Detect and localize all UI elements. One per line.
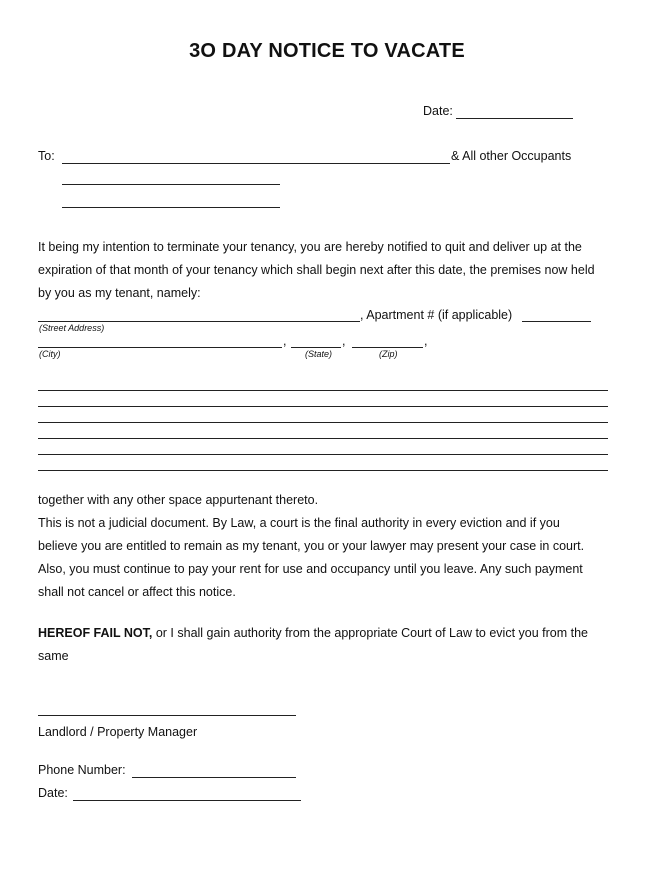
hereof-line: same bbox=[38, 649, 69, 663]
comma: , bbox=[342, 334, 346, 348]
state-field[interactable] bbox=[291, 347, 341, 348]
landlord-label: Landlord / Property Manager bbox=[38, 725, 198, 739]
intro-line: expiration of that month of your tenancy which shall begin next after this date, the premises now held bbox=[38, 263, 595, 277]
apartment-field[interactable] bbox=[522, 321, 591, 322]
city-caption: (City) bbox=[39, 349, 61, 359]
hereof-text: or I shall gain authority from the appropriate Court of Law to evict you from the bbox=[152, 626, 589, 640]
signature-date-label: Date: bbox=[38, 786, 68, 800]
intro-paragraph bbox=[38, 236, 613, 305]
city-field[interactable] bbox=[38, 347, 282, 348]
intro-line: by you as my tenant, namely: bbox=[38, 286, 201, 300]
street-address-caption: (Street Address) bbox=[39, 323, 105, 333]
intro-line: It being my intention to terminate your tenancy, you are hereby notified to quit and deliver up at the bbox=[38, 240, 582, 254]
body-line: shall not cancel or affect this notice. bbox=[38, 585, 236, 599]
body-line: believe you are entitled to remain as my tenant, you or your lawyer may present your case in court. bbox=[38, 539, 585, 553]
document-title: 3O DAY NOTICE TO VACATE bbox=[189, 40, 465, 62]
premises-line[interactable] bbox=[38, 406, 608, 407]
premises-line[interactable] bbox=[38, 470, 608, 471]
phone-label: Phone Number: bbox=[38, 763, 126, 777]
comma: , bbox=[424, 334, 428, 348]
premises-line[interactable] bbox=[38, 438, 608, 439]
street-address-field[interactable] bbox=[38, 321, 360, 322]
to-label: To: bbox=[38, 149, 55, 163]
occupants-label: & All other Occupants bbox=[451, 149, 572, 163]
signature-date-field[interactable] bbox=[73, 800, 301, 801]
hereof-bold: HEREOF FAIL NOT, bbox=[38, 626, 153, 640]
tenant-name-field-3[interactable] bbox=[62, 207, 280, 208]
tenant-name-field[interactable] bbox=[62, 163, 450, 164]
comma: , bbox=[283, 334, 287, 348]
signature-field[interactable] bbox=[38, 715, 296, 716]
premises-line[interactable] bbox=[38, 422, 608, 423]
zip-field[interactable] bbox=[352, 347, 423, 348]
body-line: Also, you must continue to pay your rent for use and occupancy until you leave. Any such payment bbox=[38, 562, 583, 576]
premises-line[interactable] bbox=[38, 454, 608, 455]
zip-caption: (Zip) bbox=[379, 349, 398, 359]
date-field[interactable] bbox=[456, 118, 573, 119]
date-label: Date: bbox=[423, 104, 453, 118]
phone-field[interactable] bbox=[132, 777, 296, 778]
apartment-label: , Apartment # (if applicable) bbox=[360, 308, 513, 322]
body-line: This is not a judicial document. By Law, a court is the final authority in every eviction and if you bbox=[38, 516, 560, 530]
state-caption: (State) bbox=[305, 349, 333, 359]
body-paragraph bbox=[38, 489, 613, 604]
hereof-paragraph bbox=[38, 622, 613, 668]
body-line: together with any other space appurtenant thereto. bbox=[38, 493, 319, 507]
premises-line[interactable] bbox=[38, 390, 608, 391]
tenant-name-field-2[interactable] bbox=[62, 184, 280, 185]
